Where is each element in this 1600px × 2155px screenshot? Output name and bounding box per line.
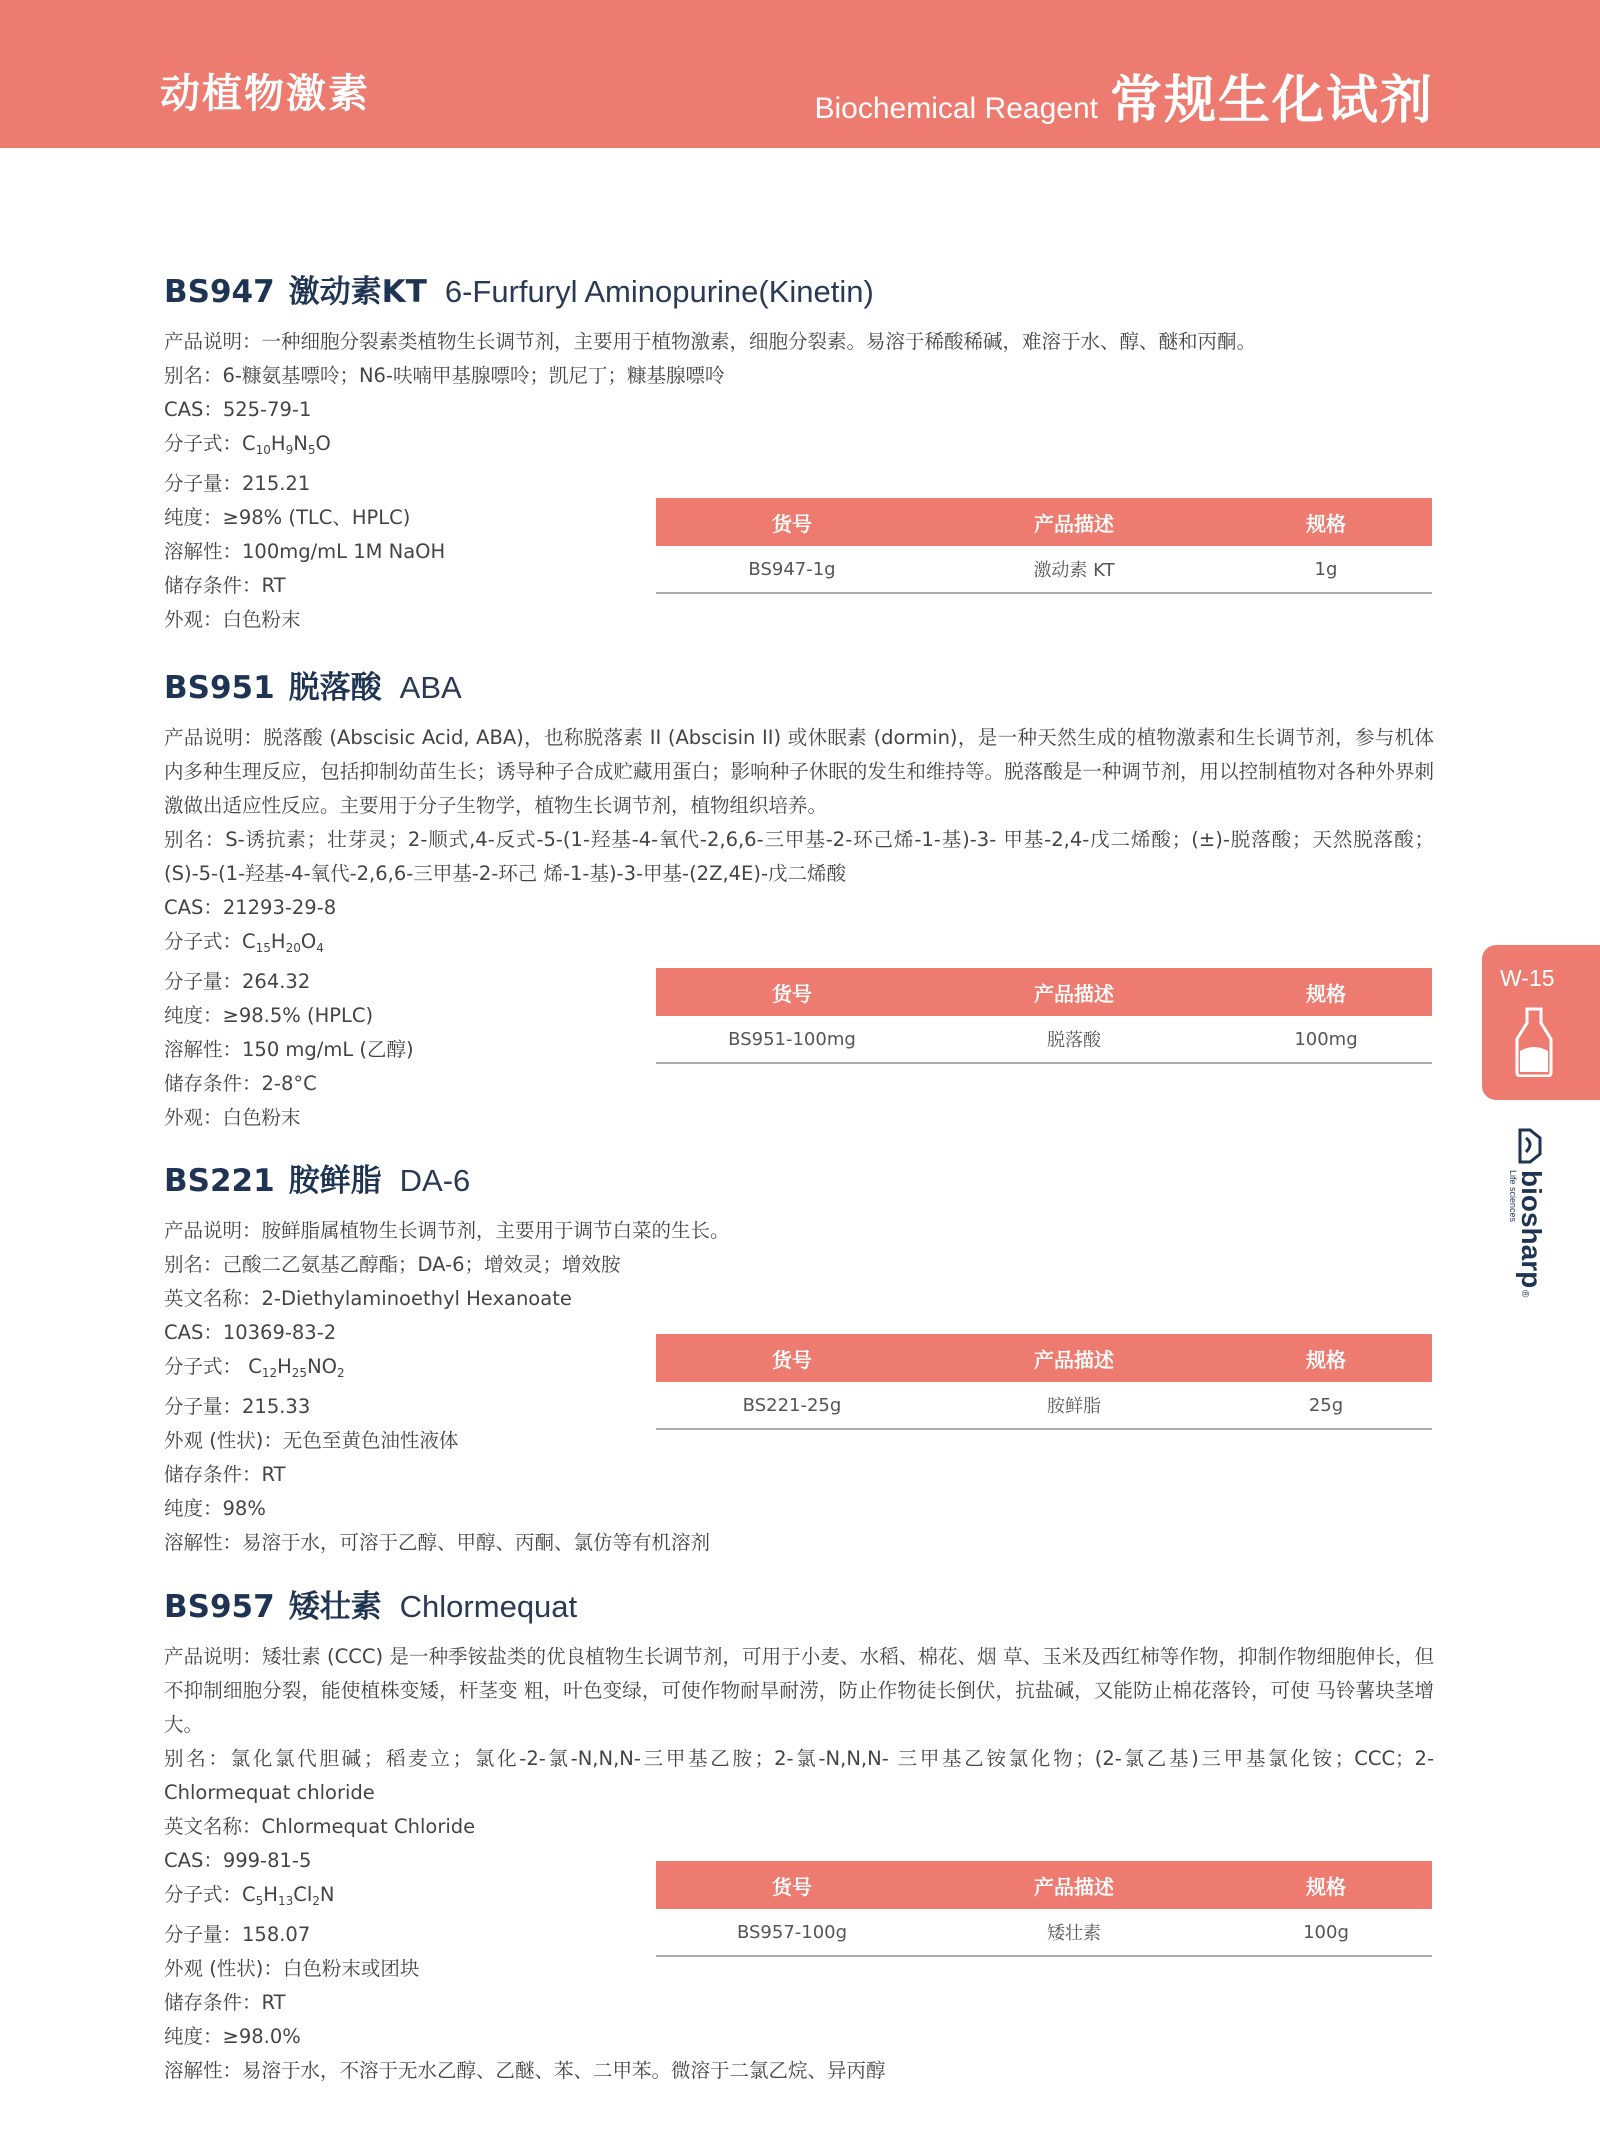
product-en-name: 英文名称：2-Diethylaminoethyl Hexanoate: [164, 1287, 572, 1310]
cell-spec: 100g: [1220, 1909, 1432, 1956]
product-formula: 分子式：$C_{15}H_{20}O_4$: [164, 930, 324, 955]
brand-logo: [1508, 1128, 1550, 1298]
product-cas: CAS：999-81-5: [164, 1849, 312, 1872]
col-code: 货号: [656, 498, 928, 546]
product-appearance: 外观 (性状)：无色至黄色油性液体: [164, 1429, 459, 1452]
product-solubility: 溶解性：150 mg/mL (乙醇): [164, 1038, 414, 1061]
section-title: [814, 58, 1434, 133]
table-row: [656, 1016, 1432, 1063]
product-name-cn: 矮壮素: [288, 1589, 382, 1625]
product-appearance: 外观 (性状)：白色粉末或团块: [164, 1957, 420, 1980]
product-code: BS951: [164, 670, 275, 706]
col-desc: 产品描述: [928, 968, 1220, 1016]
page-code: W-15: [1500, 965, 1555, 991]
product-purity: 纯度：≥98.0%: [164, 2025, 301, 2048]
table-header-row: [656, 968, 1432, 1016]
product-cas: CAS：10369-83-2: [164, 1321, 337, 1344]
product-cas: CAS：525-79-1: [164, 398, 312, 421]
product-alias: 别名：氯化氯代胆碱；稻麦立；氯化-2-氯-N,N,N-三甲基乙胺；2-氯-N,N,N- 三甲基乙铵氯化物；(2-氯乙基)三甲基氯化铵；CCC；2-Chlormequat chloride: [164, 1747, 1434, 1804]
product-description: 产品说明：脱落酸 (Abscisic Acid, ABA)，也称脱落素 II (Abscisin II) 或休眠素 (dormin)，是一种天然生成的植物激素和生长调节剂，参与机体内多种生理反应，包括抑制幼苗生长；诱导种子合成贮藏用蛋白；影响种子休眠的发生和维持等。脱落酸是一种调节剂，用以控制植物对各种外界刺激做出适应性反应。主要用于分子生物学，植物生长调节剂，植物组织培养。: [164, 726, 1434, 817]
product-description: 产品说明：胺鲜脂属植物生长调节剂，主要用于调节白菜的生长。: [164, 1219, 730, 1242]
brand-tagline: Life sciences: [1508, 1170, 1518, 1223]
product-mw: 分子量：158.07: [164, 1923, 311, 1946]
table-row: [656, 546, 1432, 593]
order-table-bs947: [656, 498, 1432, 594]
product-title: [164, 266, 1434, 311]
product-solubility: 溶解性：100mg/mL 1M NaOH: [164, 540, 446, 563]
product-description: 产品说明：矮壮素 (CCC) 是一种季铵盐类的优良植物生长调节剂，可用于小麦、水稻、棉花、烟 草、玉米及西红柿等作物，抑制作物细胞伸长，但不抑制细胞分裂，能使植株变矮，杆茎变 粗，叶色变绿，可使作物耐旱耐涝，防止作物徒长倒伏，抗盐碱，又能防止棉花落铃，可使 马铃薯块茎增大。: [164, 1645, 1434, 1736]
col-spec: 规格: [1220, 1334, 1432, 1382]
product-name-en: 6-Furfuryl Aminopurine(Kinetin): [444, 274, 874, 309]
cell-spec: 100mg: [1220, 1016, 1432, 1063]
product-description: 产品说明：一种细胞分裂素类植物生长调节剂，主要用于植物激素，细胞分裂素。易溶于稀酸稀碱，难溶于水、醇、醚和丙酮。: [164, 330, 1257, 353]
product-storage: 储存条件：RT: [164, 1991, 286, 2014]
cell-code: BS951-100mg: [656, 1016, 928, 1063]
table-header-row: [656, 1861, 1432, 1909]
section-title-en: Biochemical Reagent: [814, 92, 1098, 125]
col-code: 货号: [656, 1861, 928, 1909]
col-spec: 规格: [1220, 498, 1432, 546]
table-header-row: [656, 498, 1432, 546]
col-spec: 规格: [1220, 1861, 1432, 1909]
product-appearance: 外观：白色粉末: [164, 1106, 301, 1129]
product-purity: 纯度：98%: [164, 1497, 266, 1520]
cell-spec: 25g: [1220, 1382, 1432, 1429]
product-alias: 别名：6-糠氨基嘌呤；N6-呋喃甲基腺嘌呤；凯尼丁；糠基腺嘌呤: [164, 364, 725, 387]
product-code: BS221: [164, 1163, 275, 1199]
product-cas: CAS：21293-29-8: [164, 896, 337, 919]
product-storage: 储存条件：RT: [164, 1463, 286, 1486]
product-code: BS957: [164, 1589, 275, 1625]
order-table-bs957: [656, 1861, 1432, 1957]
cell-desc: 激动素 KT: [928, 546, 1220, 593]
cell-desc: 矮壮素: [928, 1909, 1220, 1956]
cell-code: BS957-100g: [656, 1909, 928, 1956]
order-table-bs221: [656, 1334, 1432, 1430]
product-title: [164, 1581, 1434, 1626]
product-storage: 储存条件：RT: [164, 574, 286, 597]
product-purity: 纯度：≥98% (TLC、HPLC): [164, 506, 411, 529]
product-name-en: ABA: [399, 670, 462, 705]
product-storage: 储存条件：2-8°C: [164, 1072, 317, 1095]
page-header: [0, 0, 1600, 148]
table-row: [656, 1909, 1432, 1956]
product-bs951: [164, 662, 1434, 1135]
table-row: [656, 1382, 1432, 1429]
col-desc: 产品描述: [928, 1861, 1220, 1909]
order-table-bs951: [656, 968, 1432, 1064]
bottle-icon: [1512, 1007, 1556, 1077]
section-title-cn: 常规生化试剂: [1109, 71, 1434, 131]
product-alias: 别名：己酸二乙氨基乙醇酯；DA-6；增效灵；增效胺: [164, 1253, 621, 1276]
page-tab: [1482, 945, 1600, 1100]
col-spec: 规格: [1220, 968, 1432, 1016]
product-title: [164, 662, 1434, 707]
cell-code: BS221-25g: [656, 1382, 928, 1429]
product-en-name: 英文名称：Chlormequat Chloride: [164, 1815, 476, 1838]
product-name-en: Chlormequat: [399, 1589, 578, 1624]
product-formula: 分子式： $C_{12}H_{25}NO_2$: [164, 1355, 345, 1380]
brand-name: biosharp: [1516, 1170, 1547, 1289]
product-code: BS947: [164, 274, 275, 310]
product-alias: 别名：S-诱抗素；壮芽灵；2-顺式,4-反式-5-(1-羟基-4-氧代-2,6,6-三甲基-2-环己烯-1-基)-3- 甲基-2,4-戊二烯酸；(±)-脱落酸；天然脱落酸；(S)-5-(1-羟基-4-氧代-2,6,6-三甲基-2-环己 烯-1-基)-3-甲基-(2Z,4E)-戊二烯酸: [164, 828, 1434, 885]
col-desc: 产品描述: [928, 1334, 1220, 1382]
product-bs957: [164, 1581, 1434, 2088]
category-title: 动植物激素: [160, 71, 370, 117]
product-title: [164, 1155, 1434, 1200]
product-mw: 分子量：264.32: [164, 970, 311, 993]
table-header-row: [656, 1334, 1432, 1382]
product-mw: 分子量：215.33: [164, 1395, 311, 1418]
brand-mark: ®: [1519, 1290, 1530, 1298]
product-name-en: DA-6: [399, 1163, 471, 1198]
col-code: 货号: [656, 968, 928, 1016]
product-solubility: 溶解性：易溶于水，不溶于无水乙醇、乙醚、苯、二甲苯。微溶于二氯乙烷、异丙醇: [164, 2059, 886, 2082]
product-formula: 分子式：$C_5H_{13}Cl_2N$: [164, 1883, 335, 1908]
col-code: 货号: [656, 1334, 928, 1382]
product-name-cn: 激动素KT: [288, 274, 427, 310]
product-formula: 分子式：$C_{10}H_9N_5O$: [164, 432, 331, 457]
col-desc: 产品描述: [928, 498, 1220, 546]
cell-desc: 脱落酸: [928, 1016, 1220, 1063]
product-purity: 纯度：≥98.5% (HPLC): [164, 1004, 374, 1027]
cell-code: BS947-1g: [656, 546, 928, 593]
cell-spec: 1g: [1220, 546, 1432, 593]
product-appearance: 外观：白色粉末: [164, 608, 301, 631]
product-name-cn: 脱落酸: [288, 670, 382, 706]
product-name-cn: 胺鲜脂: [288, 1163, 382, 1199]
product-solubility: 溶解性：易溶于水，可溶于乙醇、甲醇、丙酮、氯仿等有机溶剂: [164, 1531, 711, 1554]
cell-desc: 胺鲜脂: [928, 1382, 1220, 1429]
product-mw: 分子量：215.21: [164, 472, 311, 495]
